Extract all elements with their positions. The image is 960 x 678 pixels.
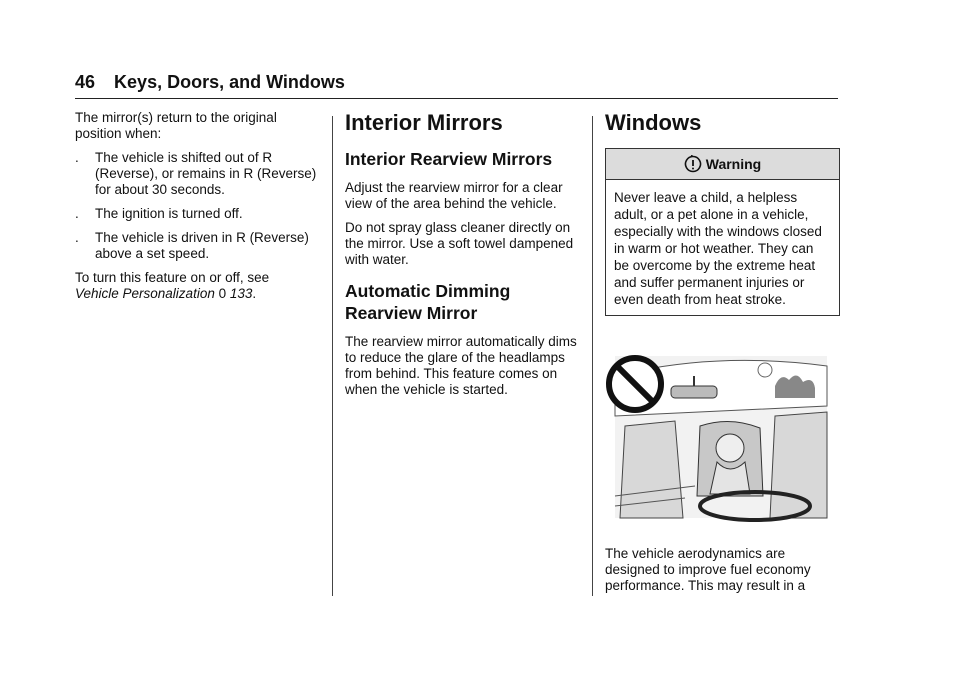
list-item [75,150,320,198]
warning-text: Never leave a child, a helpless adult, or a pet alone in a vehicle, especially with the windows closed in warm or hot weather. They can be overcome by the extreme heat and suffer permanent injuries or even death from heat stroke. [614,190,822,307]
page-header [75,72,345,93]
auto-dimming-paragraph: The rearview mirror automatically dims to reduce the glare of the headlamps from behind. This feature comes on when the vehicle is started. [345,334,577,397]
warning-icon [684,155,702,173]
warning-label: Warning [705,156,762,172]
page-number: 46 [75,72,96,92]
column-3 [605,110,840,602]
page-ref-number[interactable]: 133 [229,286,253,301]
bullet-text: The ignition is turned off. [95,206,243,221]
warning-box [605,148,840,316]
vehicle-personalization-link[interactable]: Vehicle Personalization [75,286,215,301]
bullet-symbol: . [75,206,79,221]
heading-automatic-dimming: Automatic Dimming Rearview Mirror [345,281,511,323]
column-2 [345,110,583,406]
section-title: Keys, Doors, and Windows [114,72,345,92]
toggle-text: To turn this feature on or off, see [75,270,270,285]
list-item [75,206,320,222]
bullet-text: The vehicle is shifted out of R (Reverse), or remains in R (Reverse) for about 30 seconds. [95,150,317,197]
page-ref-arrow-icon: 0 [218,286,227,301]
heading-interior-rearview-mirrors: Interior Rearview Mirrors [345,149,553,169]
cleaning-paragraph: Do not spray glass cleaner directly on the mirror. Use a soft towel dampened with water. [345,220,574,267]
heading-windows: Windows [605,110,702,135]
warning-header [606,149,839,180]
link-suffix: . [252,286,257,301]
column-divider-2 [592,116,593,596]
column-1 [75,110,320,310]
personalization-paragraph [75,270,320,302]
bullet-symbol: . [75,230,79,245]
bullet-text: The vehicle is driven in R (Reverse) above a set speed. [95,230,309,261]
list-item [75,230,320,262]
adjust-paragraph: Adjust the rearview mirror for a clear view of the area behind the vehicle. [345,180,563,211]
mirror-return-intro: The mirror(s) return to the original position when: [75,110,277,141]
bullet-symbol: . [75,150,79,165]
aerodynamics-paragraph: The vehicle aerodynamics are designed to improve fuel economy performance. This may result in a [605,546,811,593]
heading-interior-mirrors: Interior Mirrors [345,110,503,135]
child-in-car-illustration [605,346,837,526]
column-divider-1 [332,116,333,596]
header-rule [75,98,838,99]
